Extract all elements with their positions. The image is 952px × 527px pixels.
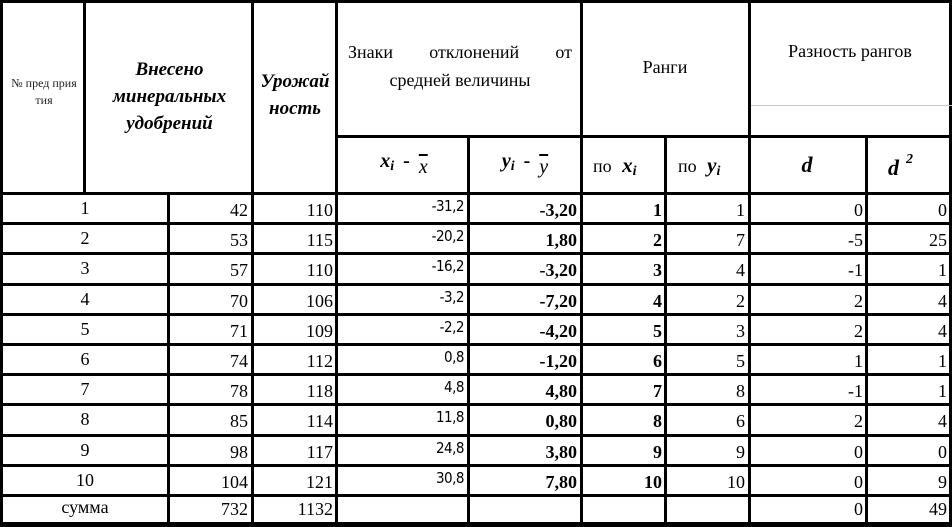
grid-line bbox=[749, 105, 952, 106]
cell-yield: 110 bbox=[306, 200, 333, 220]
cell-y-deviation: -3,20 bbox=[539, 260, 577, 281]
sum-label: сумма bbox=[61, 497, 109, 517]
cell-rank-x: 4 bbox=[653, 290, 662, 311]
cell-x-deviation: -16,2 bbox=[431, 257, 464, 276]
cell-x-deviation: 24,8 bbox=[435, 438, 464, 457]
cell-enterprise-number: 8 bbox=[80, 409, 90, 430]
cell-enterprise-number: 7 bbox=[80, 379, 90, 400]
grid-line bbox=[0, 283, 952, 286]
cell-rank-x: 3 bbox=[653, 260, 662, 281]
cell-d: -5 bbox=[848, 230, 863, 251]
cell-rank-y: 6 bbox=[736, 411, 745, 432]
sum-d: 0 bbox=[854, 499, 863, 519]
cell-y-deviation: -1,20 bbox=[539, 351, 577, 371]
grid-line bbox=[749, 135, 952, 138]
cell-rank-y: 8 bbox=[736, 381, 745, 402]
cell-d-squared: 1 bbox=[938, 260, 947, 281]
header-enterprise-number: № пред прия тия bbox=[11, 76, 77, 107]
grid-line bbox=[0, 464, 952, 467]
sum-d2: 49 bbox=[929, 499, 947, 519]
cell-fertilizer: 53 bbox=[230, 230, 248, 251]
cell-rank-x: 5 bbox=[653, 320, 662, 341]
cell-fertilizer: 104 bbox=[221, 471, 248, 492]
grid-line bbox=[664, 135, 667, 525]
cell-enterprise-number: 10 bbox=[76, 469, 94, 490]
cell-d: -1 bbox=[848, 260, 863, 281]
subheader-x-deviation: xi - $\overline{x}$ bbox=[380, 150, 428, 178]
grid-line bbox=[0, 222, 952, 225]
cell-d: 1 bbox=[854, 351, 863, 371]
grid-line bbox=[0, 0, 3, 525]
cell-rank-y: 3 bbox=[736, 320, 745, 341]
cell-rank-x: 9 bbox=[653, 441, 662, 462]
cell-x-deviation: -2,2 bbox=[439, 317, 464, 336]
cell-fertilizer: 70 bbox=[230, 290, 248, 311]
cell-d: 2 bbox=[854, 320, 863, 341]
cell-y-deviation: -4,20 bbox=[539, 320, 577, 341]
cell-yield: 109 bbox=[306, 320, 333, 341]
cell-rank-x: 2 bbox=[653, 230, 662, 251]
cell-yield: 121 bbox=[306, 471, 333, 492]
cell-yield: 110 bbox=[306, 260, 333, 281]
header-fertilizer: Внесено минеральных удобрений bbox=[112, 59, 227, 134]
cell-x-deviation: -3,2 bbox=[439, 287, 464, 306]
cell-fertilizer: 85 bbox=[230, 411, 248, 432]
grid-line bbox=[167, 192, 170, 525]
grid-line bbox=[0, 494, 952, 497]
cell-yield: 114 bbox=[306, 411, 333, 432]
cell-y-deviation: -3,20 bbox=[539, 200, 577, 220]
grid-line bbox=[0, 192, 952, 195]
grid-line bbox=[865, 135, 868, 525]
cell-y-deviation: 1,80 bbox=[545, 230, 577, 251]
cell-d-squared: 9 bbox=[938, 471, 947, 492]
cell-rank-y: 4 bbox=[736, 260, 745, 281]
grid-line bbox=[580, 0, 583, 525]
cell-y-deviation: 3,80 bbox=[545, 441, 577, 462]
cell-yield: 117 bbox=[306, 441, 333, 462]
header-ranks: Ранги bbox=[642, 57, 688, 77]
cell-d-squared: 25 bbox=[929, 230, 947, 251]
cell-y-deviation: 7,80 bbox=[545, 471, 577, 492]
grid-line bbox=[0, 0, 952, 3]
cell-d-squared: 0 bbox=[938, 441, 947, 462]
sum-fertilizer: 732 bbox=[221, 499, 248, 519]
cell-fertilizer: 71 bbox=[230, 320, 248, 341]
cell-fertilizer: 42 bbox=[230, 200, 248, 220]
cell-d: 0 bbox=[854, 471, 863, 492]
cell-y-deviation: 4,80 bbox=[545, 381, 577, 402]
grid-line bbox=[251, 0, 254, 525]
grid-line bbox=[0, 343, 952, 346]
subheader-rank-by-y: по yi bbox=[678, 153, 721, 179]
grid-line bbox=[467, 135, 470, 525]
cell-x-deviation: 30,8 bbox=[435, 468, 464, 487]
grid-line bbox=[0, 373, 952, 376]
subheader-d: d bbox=[801, 152, 813, 177]
cell-fertilizer: 74 bbox=[230, 351, 248, 371]
cell-rank-y: 5 bbox=[736, 351, 745, 371]
cell-fertilizer: 57 bbox=[230, 260, 248, 281]
grid-line bbox=[337, 135, 749, 138]
cell-enterprise-number: 2 bbox=[80, 228, 90, 249]
sum-yield: 1132 bbox=[297, 499, 333, 519]
cell-d-squared: 0 bbox=[938, 200, 947, 220]
cell-rank-x: 6 bbox=[653, 351, 662, 371]
cell-enterprise-number: 5 bbox=[80, 318, 90, 339]
cell-d: 2 bbox=[854, 290, 863, 311]
cell-rank-x: 10 bbox=[644, 471, 662, 492]
cell-x-deviation: 4,8 bbox=[444, 378, 464, 397]
cell-x-deviation: 11,8 bbox=[435, 408, 464, 427]
header-yield: Урожай ность bbox=[260, 71, 330, 119]
cell-d: 0 bbox=[854, 200, 863, 220]
cell-rank-y: 9 bbox=[736, 441, 745, 462]
cell-enterprise-number: 9 bbox=[80, 439, 90, 460]
cell-yield: 112 bbox=[306, 351, 333, 371]
cell-x-deviation: 0,8 bbox=[444, 348, 464, 366]
cell-y-deviation: 0,80 bbox=[545, 411, 577, 432]
cell-y-deviation: -7,20 bbox=[539, 290, 577, 311]
cell-fertilizer: 78 bbox=[230, 381, 248, 402]
grid-line bbox=[83, 0, 86, 192]
subheader-y-deviation: yi - $\overline{y}$ bbox=[501, 150, 549, 178]
cell-enterprise-number: 3 bbox=[80, 258, 90, 279]
cell-d: 0 bbox=[854, 441, 863, 462]
cell-yield: 115 bbox=[306, 230, 333, 251]
cell-rank-y: 10 bbox=[727, 471, 745, 492]
cell-d: -1 bbox=[848, 381, 863, 402]
cell-x-deviation: -31,2 bbox=[431, 197, 464, 215]
header-deviation-signs-line2: средней величины bbox=[389, 70, 531, 90]
grid-line bbox=[748, 0, 751, 525]
cell-d-squared: 4 bbox=[938, 411, 947, 432]
header-deviation-signs-line1: Знаки отклонений от bbox=[348, 42, 572, 62]
header-rank-difference: Разность рангов bbox=[788, 41, 912, 61]
cell-enterprise-number: 1 bbox=[80, 198, 90, 218]
cell-yield: 106 bbox=[306, 290, 333, 311]
cell-d: 2 bbox=[854, 411, 863, 432]
grid-line bbox=[0, 252, 952, 255]
cell-rank-x: 8 bbox=[653, 411, 662, 432]
subheader-rank-by-x: по xi bbox=[593, 153, 637, 179]
cell-rank-y: 2 bbox=[736, 290, 745, 311]
grid-line bbox=[0, 313, 952, 316]
cell-d-squared: 1 bbox=[938, 381, 947, 402]
cell-rank-x: 7 bbox=[653, 381, 662, 402]
cell-enterprise-number: 4 bbox=[80, 288, 90, 309]
cell-d-squared: 4 bbox=[938, 290, 947, 311]
cell-enterprise-number: 6 bbox=[80, 349, 90, 369]
subheader-d-squared: d $^2$ bbox=[888, 152, 913, 180]
cell-rank-y: 1 bbox=[736, 200, 745, 220]
grid-line bbox=[0, 434, 952, 437]
cell-fertilizer: 98 bbox=[230, 441, 248, 462]
grid-line bbox=[0, 403, 952, 406]
cell-x-deviation: -20,2 bbox=[431, 227, 464, 246]
grid-line bbox=[335, 0, 338, 525]
cell-d-squared: 1 bbox=[938, 351, 947, 371]
cell-rank-y: 7 bbox=[736, 230, 745, 251]
cell-rank-x: 1 bbox=[653, 200, 662, 220]
cell-yield: 118 bbox=[306, 381, 333, 402]
cell-d-squared: 4 bbox=[938, 320, 947, 341]
